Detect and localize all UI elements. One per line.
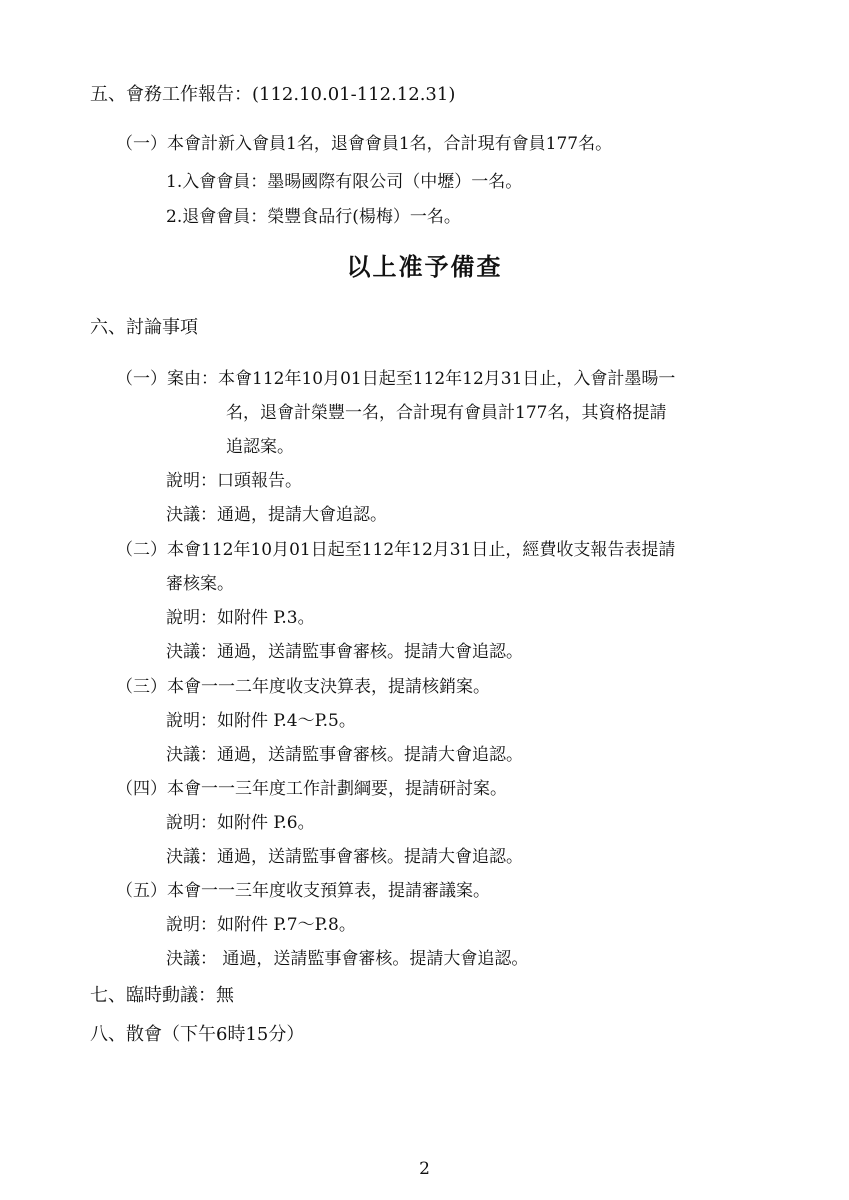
section-6-item-4-resolution: 決議：通過，送請監事會審核。提請大會追認。 [166,847,523,867]
approval-heading: 以上准予備查 [346,252,503,281]
section-6-item-3-resolution: 決議：通過，送請監事會審核。提請大會追認。 [166,745,523,765]
page-number: 2 [419,1159,430,1179]
section-6-item-3-line-1: （三）本會一一二年度收支決算表，提請核銷案。 [116,677,490,697]
section-6-item-2-line-1: （二）本會112年10月01日起至112年12月31日止，經費收支報告表提請 [116,540,676,560]
section-5-sub-1: 1.入會會員：墨暘國際有限公司（中壢）一名。 [166,172,523,192]
section-6-item-1-note: 說明：口頭報告。 [166,471,302,491]
section-6-item-1-line-2: 名，退會計榮豐一名，合計現有會員計177名，其資格提請 [226,403,667,423]
section-5-item-1: （一）本會計新入會員1名，退會會員1名，合計現有會員177名。 [116,134,613,154]
section-6-item-1-line-1: （一）案由：本會112年10月01日起至112年12月31日止，入會計墨暘一 [116,369,676,389]
section-6-item-3-note: 說明：如附件 P.4～P.5。 [166,711,356,731]
section-8-title: 八、散會（下午6時15分） [90,1024,305,1045]
section-6-item-2-note: 說明：如附件 P.3。 [166,608,315,628]
section-6-item-4-line-1: （四）本會一一三年度工作計劃綱要，提請研討案。 [116,779,507,799]
section-6-title: 六、討論事項 [90,317,198,338]
section-6-item-1-line-3: 追認案。 [226,437,294,457]
section-6-item-5-line-1: （五）本會一一三年度收支預算表，提請審議案。 [116,881,490,901]
section-6-item-2-line-2: 審核案。 [166,574,234,594]
section-6-item-1-resolution: 決議：通過，提請大會追認。 [166,505,387,525]
section-5-title: 五、會務工作報告：(112.10.01-112.12.31) [90,84,456,105]
section-6-item-2-resolution: 決議：通過，送請監事會審核。提請大會追認。 [166,642,523,662]
section-7-title: 七、臨時動議：無 [90,985,234,1006]
section-5-sub-2: 2.退會會員：榮豐食品行(楊梅）一名。 [166,207,461,227]
section-6-item-5-resolution: 決議： 通過，送請監事會審核。提請大會追認。 [166,949,529,969]
section-6-item-5-note: 說明：如附件 P.7～P.8。 [166,915,356,935]
section-6-item-4-note: 說明：如附件 P.6。 [166,813,315,833]
